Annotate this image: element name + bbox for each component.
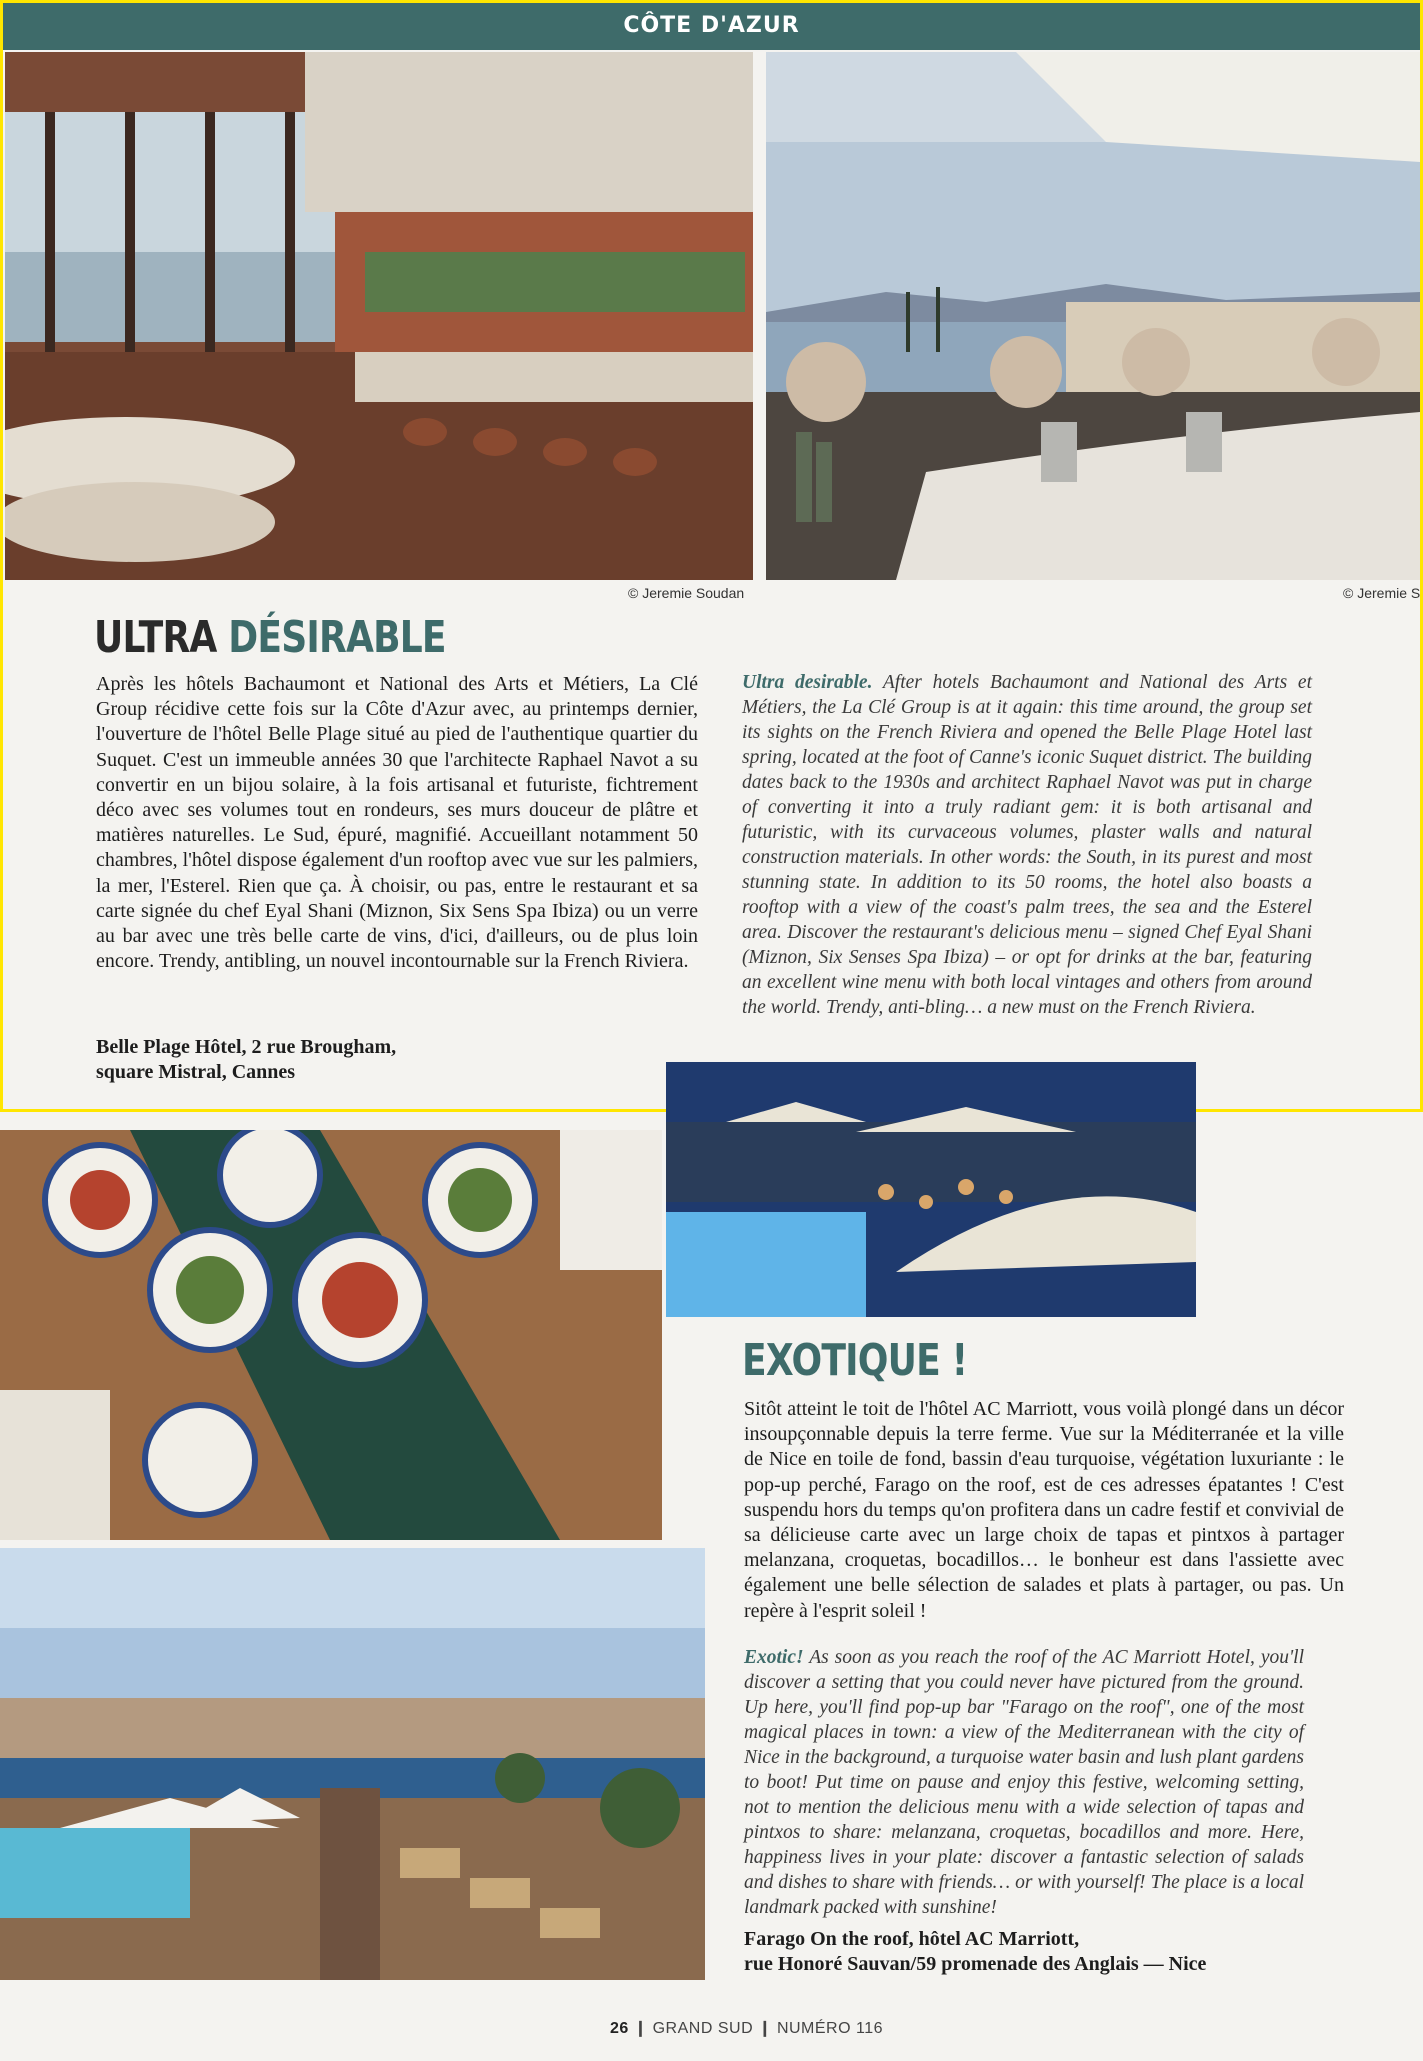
article-heading — [94, 612, 446, 663]
address-line: Farago On the roof, hôtel AC Marriott, — [744, 1928, 1080, 1950]
address-line: Belle Plage Hôtel, 2 rue Brougham, — [96, 1036, 397, 1058]
page-folio — [610, 2018, 883, 2038]
separator: ❙ — [758, 2020, 772, 2037]
body-text: As soon as you reach the roof of the AC Marriott Hotel, you'll discover a setting that you could never have pictured from the ground. Up here, you'll find pop-up bar "Farago on the roof", one of the most magical places in town: a view of the Mediterranean with the city of Nice in the background, a turquoise water basin and lush plant gardens to boot! Put time on pause and enjoy this festive, welcoming setting, not to mention the delicious menu with a wide selection of tapas and pintxos to share: melanzana, croquetas, bocadillos and more. Here, happiness lives in your plate: discover a fantastic selection of salads and dishes to share with friends… or with yourself! The place is a local landmark packed with sunshine! — [744, 1647, 1305, 1918]
section-banner: CÔTE D'AZUR — [0, 0, 1423, 50]
article-body-fr: Après les hôtels Bachaumont et National des Arts et Métiers, La Clé Group récidive cette fois sur la Côte d'Azur avec, au printemps dernier, l'ouverture de l'hôtel Belle Plage situé au pied de l'authentique quartier du Suquet. C'est un immeuble années 30 que l'architecte Raphael Navot a su convertir en un bijou solaire, à la fois artisanal et futuriste, fichtrement déco avec ses volumes tout en rondeurs, ses murs douceur de plâtre et matières naturelles. Le Sud, épuré, magnifié. Accueillant notamment 50 chambres, l'hôtel dispose également d'un rooftop avec vue sur les palmiers, la mer, l'Esterel. Rien que ça. À choisir, ou pas, entre le restaurant et sa carte signée du chef Eyal Shani (Miznon, Six Sens Spa Ibiza) ou un verre au bar avec une très belle carte de vins, d'ici, d'ailleurs, ou de plus loin encore. Trendy, antibling, un nouvel incontournable sur la French Riviera. — [96, 673, 698, 973]
page-number: 26 — [610, 2020, 629, 2037]
heading-part: ULTRA — [94, 612, 217, 663]
venue-address — [744, 1927, 1364, 1977]
photo-pool-night — [666, 1062, 1196, 1317]
photo-credit: © Jeremie S — [1343, 585, 1421, 601]
lead-in: Ultra desirable. — [742, 672, 873, 693]
lead-in: Exotic! — [744, 1647, 804, 1668]
article-body-fr: Sitôt atteint le toit de l'hôtel AC Marriott, vous voilà plongé dans un décor insoupçonnable depuis la terre ferme. Vue sur la Méditerranée et la ville de Nice en toile de fond, bassin d'eau turquoise, végétation luxuriante : le pop-up perché, Farago on the roof, est de ces adresses épatantes ! C'est suspendu hors du temps qu'on profitera dans un cadre festif et convivial de sa délicieuse carte avec un large choix de tapas et pintxos à partager melanzana, croquetas, bocadillos… le bonheur est dans l'assiette avec également une belle sélection de salades et plats à partager, ou pas. Un repère à l'esprit soleil ! — [744, 1398, 1344, 1622]
heading-accent: DÉSIRABLE — [228, 612, 446, 663]
magazine-name: GRAND SUD — [652, 2020, 754, 2037]
photo-rooftop-bar — [766, 52, 1420, 580]
article-body-en — [744, 1645, 1304, 1920]
venue-address — [96, 1035, 716, 1085]
separator: ❙ — [633, 2020, 648, 2037]
body-text: After hotels Bachaumont and National des Arts et Métiers, the La Clé Group is at it again: this time around, the group set its sights on the French Riviera and opened the Belle Plage Hotel last spring, located at the foot of Canne's iconic Suquet district. The building dates back to the 1930s and architect Raphael Navot was put in charge of converting it into a truly radiant gem: it is both artisanal and futuristic, with its curvaceous volumes, plaster walls and natural construction materials. In other words: the South, in its purest and most stunning state. In addition to its 50 rooms, the hotel also boasts a rooftop with a view of the coast's palm trees, the sea and the Esterel area. Discover the restaurant's delicious menu – signed Chef Eyal Shani (Miznon, Six Senses Spa Ibiza) – or opt for drinks at the bar, featuring an excellent wine menu with both local vintages and others from around the world. Trendy, anti-bling… a new must on the French Riviera. — [742, 672, 1312, 1018]
article-heading: EXOTIQUE ! — [742, 1335, 968, 1386]
photo-food-overhead — [0, 1130, 662, 1540]
address-line: square Mistral, Cannes — [96, 1061, 296, 1083]
issue-number: NUMÉRO 116 — [776, 2020, 883, 2037]
photo-credit: © Jeremie Soudan — [628, 585, 745, 601]
article-body-en — [742, 670, 1312, 1020]
photo-restaurant-interior — [5, 52, 753, 580]
address-line: rue Honoré Sauvan/59 promenade des Anglais — Nice — [744, 1953, 1207, 1975]
photo-rooftop-day — [0, 1548, 705, 1980]
